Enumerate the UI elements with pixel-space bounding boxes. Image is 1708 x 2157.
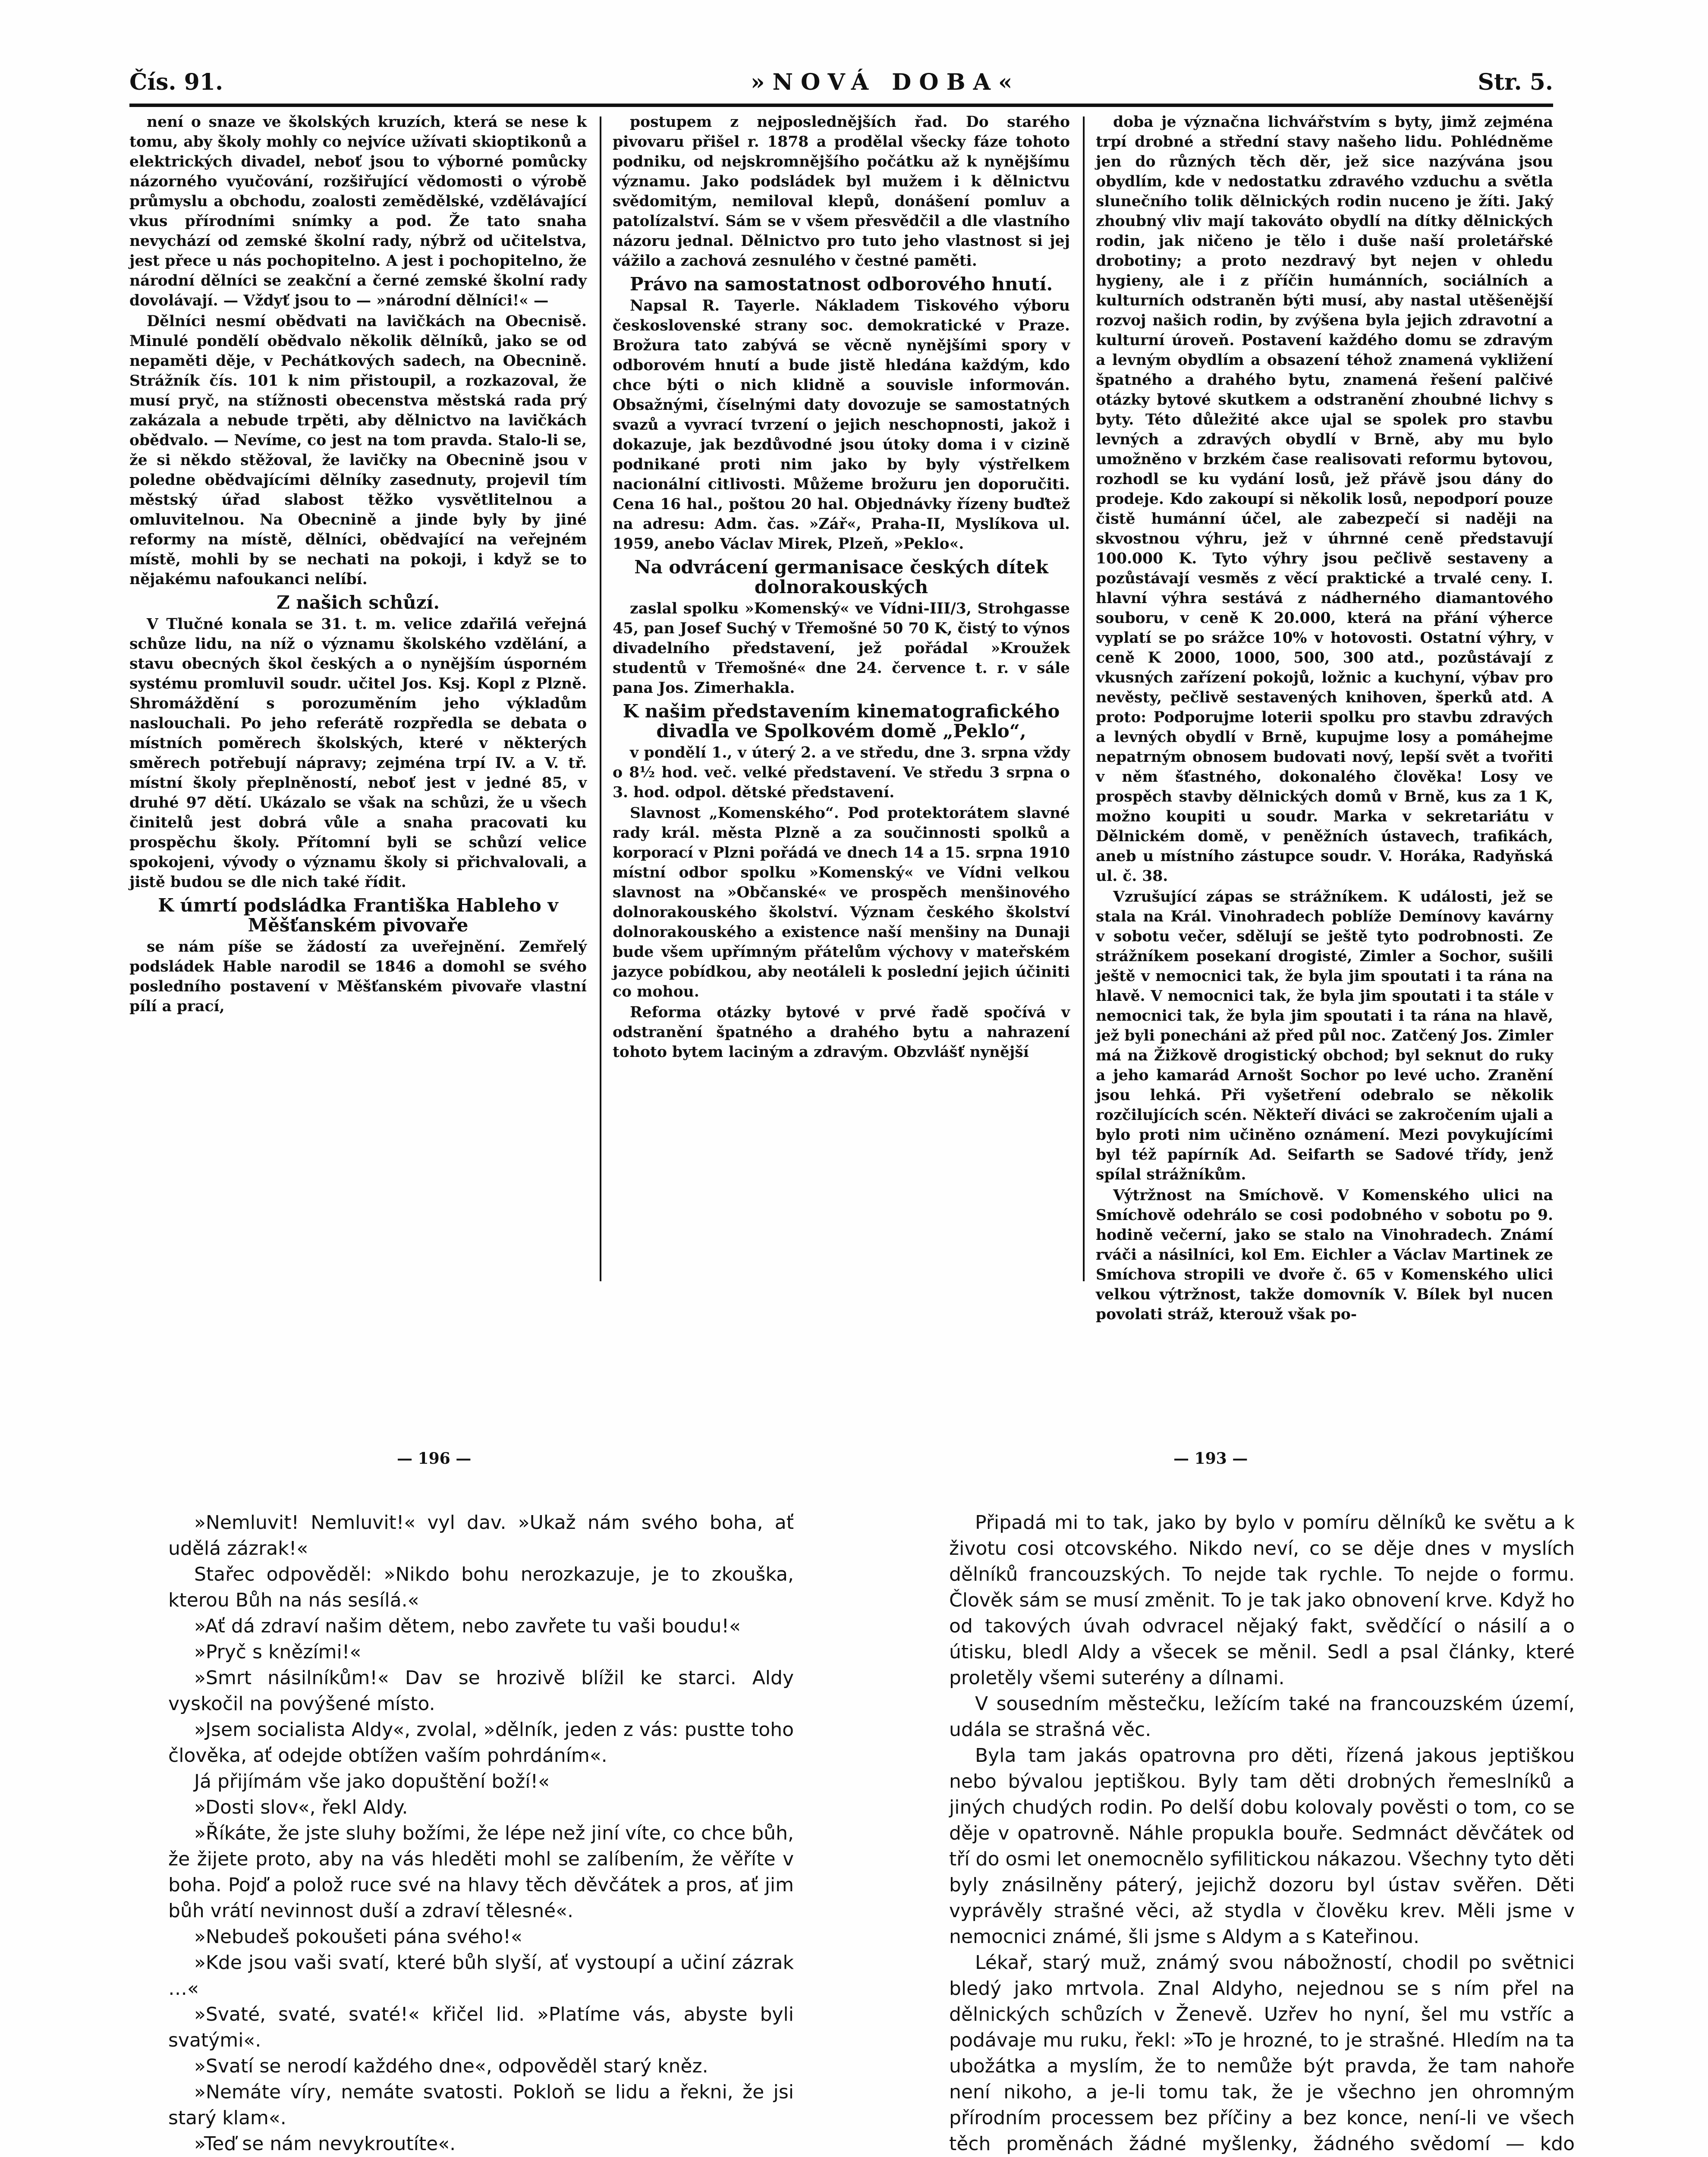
news-column-3 <box>1096 112 1553 1323</box>
story-column-left <box>168 1510 794 2157</box>
article-paragraph: zaslal spolku »Komenský« ve Vídni-III/3, Strohgasse 45, pan Josef Suchý v Třemošné 50 70 K, čistý to výnos divadelního představení, jež pořádal »Kroužek studentů v Třemošné« dne 24. července t. r. v sále pana Jos. Zimerhakla. <box>613 600 1070 697</box>
story-paragraph: »Ať dá zdraví našim dětem, nebo zavřete tu vaši boudu!« <box>194 1615 741 1637</box>
header-rule <box>129 104 1553 107</box>
story-paragraph: »Pryč s knězími!« <box>194 1641 362 1663</box>
story-column-right <box>949 1510 1575 2157</box>
page-number: Str. 5. <box>1478 69 1553 95</box>
news-column-1 <box>129 112 587 1294</box>
column-divider <box>600 116 601 1281</box>
article-paragraph: Dělníci nesmí obědvati na lavičkách na Obecnisě. Minulé pondělí obědvalo několik dělníků, jako se od nepaměti děje, v Pechátkových sadech, na Obecnině. Strážník čís. 101 k nim přistoupil, a rozkazoval, že musí pryč, na stížnosti obecenstva městská rada prý zakázala a nebude trpěti, aby dělnictvo na lavičkách obědvalo. — Nevíme, co jest na tom pravda. Stalo-li se, že si někdo stěžoval, že lavičky na Obecnině jsou v poledne obědvajícími dělníky zasednuty, projevil tím městský úřad slabost těžko vysvětlitelnou a omluvitelnou. Na Obecnině a jinde byly by jiné reformy na místě, dělníci, obědvající na veřejném místě, mohli by se nechati na pokoji, i když se to nějakému nafoukanci nelíbí. <box>129 313 587 588</box>
story-paragraph: Já přijímám vše jako dopuštění boží!« <box>194 1770 550 1792</box>
article-paragraph: V Tlučné konala se 31. t. m. velice zdařilá veřejná schůze lidu, na níž o významu školského vzdělání, a stavu obecných škol českých a o nynějším úsporném systému promluvil soudr. učitel Jos. Ksj. Kopl z Plzně. Shromáždění s porozuměním jeho výkladům naslouchali. Po jeho referátě rozpředla se debata o místních poměrech školských, které v některých směrech potřebují nápravy; zejména trpí IV. a V. tř. místní školy přeplněností, neboť jest v jedné 85, v druhé 97 dětí. Ukázalo se však na schůzi, že u všech činitelů jest dobrá vůle a snaha pracovati ku prospěchu školy. Přítomní byli se schůzí velice spokojeni, vývody o významu školy si přichvalovali, a jistě budou se dle nich také řídit. <box>129 616 587 891</box>
article-paragraph: se nám píše se žádostí za uveřejnění. Zemřelý podsládek Hable narodil se 1846 a domohl se svého posledního postavení v Měšťanském pivovaře vlastní pílí a prací, <box>129 938 587 1015</box>
article-paragraph: Napsal R. Tayerle. Nákladem Tiskového výboru československé strany soc. demokratické v Praze. Brožura tato zabývá se věcně nynějšími spory v odborovém hnutí a bude jistě hledána každým, kdo chce býti o nich klidně a souvisle informován. Obsažnými, číselnými daty dovozuje se samostatných svazů a vyvrací tvrzení o jejich neschopnosti, jakož i dokazuje, jak bezdůvodné jsou útoky doma i v cizině podnikané proti nim jako by byly výstřelkem nacionální citlivosti. Můžeme brožuru jen doporučiti. Cena 16 hal., poštou 20 hal. Objednávky řízeny buďtež na adresu: Adm. čas. »Zář«, Praha-II, Myslíkova ul. 1959, anebo Václav Mirek, Plzeň, »Peklo«. <box>613 297 1070 553</box>
story-paragraph: »Svaté, svaté, svaté!« křičel lid. »Platíme vás, abyste byli svatými«. <box>168 2003 794 2051</box>
article-heading: K úmrtí podsládka Františka Hableho v Měšťanském pivovaře <box>158 895 558 936</box>
story-paragraph: »Dosti slov«, řekl Aldy. <box>194 1796 408 1818</box>
story-paragraph: »Svatí se nerodí každého dne«, odpověděl starý kněz. <box>194 2055 708 2077</box>
article-heading: Právo na samostatnost odborového hnutí. <box>629 274 1053 295</box>
article-paragraph: není o snaze ve školských kruzích, která se nese k tomu, aby školy mohly co nejvíce užívati skioptikonů a elektrických divadel, neboť jsou to výborné pomůcky názorného vyučování, rozšiřující vědomosti o výrobě průmyslu a obchodu, zoalosti zemědělské, vzdělávající vkus přírodními snímky a pod. Že tato snaha nevychází od zemské školní rady, nýbrž od učitelstva, jest přece u nás pochopitelno. A jest i pochopitelno, že národní dělníci se zeakční a černé zemské školní rady dovolávají. — Vždyť jsou to — »národní dělníci!« — <box>129 113 587 309</box>
article-paragraph: Slavnost „Komenského“. Pod protektorátem slavné rady král. města Plzně a za součinnosti spolků a korporací v Plzni pořádá ve dnech 14 a 15. srpna 1910 místní odbor spolku »Komenský« ve Vídni velkou slavnost na »Občanské« ve prospěch menšinového dolnorakouského školství. Význam českého školství dolnorakouského a existence naší menšiny na Dunaji bude všem upřímným přátelům výchovy v mateřském jazyce pobídkou, aby neotáleli k poslední jejich účiniti co mohou. <box>613 805 1070 1000</box>
story-paragraph: V sousedním městečku, ležícím také na francouzském území, udála se strašná věc. <box>949 1693 1575 1741</box>
story-paragraph: »Kde jsou vaši svatí, které bůh slyší, ať vystoupí a učiní zázrak …« <box>168 1952 794 2000</box>
story-paragraph: Stařec odpověděl: »Nikdo bohu nerozkazuje, je to zkouška, kterou Bůh na nás sesílá.« <box>168 1563 794 1611</box>
article-paragraph: v pondělí 1., v úterý 2. a ve středu, dne 3. srpna vždy o 8½ hod. več. velké představení. Ve středu 3 srpna o 3. hod. odpol. dětské představení. <box>613 744 1070 801</box>
article-paragraph: Reforma otázky bytové v prvé řadě spočívá v odstranění špatného a drahého bytu a nahrazení tohoto bytem laciným a zdravým. Obzvlášť nynější <box>613 1004 1070 1061</box>
column-divider <box>1083 116 1085 1281</box>
article-paragraph: postupem z nejposlednějších řad. Do starého pivovaru přišel r. 1878 a prodělal všecky fáze tohoto podniku, od nejskromnějšího počátku až k nynějšímu významu. Jako podsládek byl mužem i k dělnictvu svědomitým, nemiloval klepů, donášení pomluv a patolízalství. Sám se v všem přesvědčil a dle vlastního názoru jednal. Dělnictvo pro tuto jeho vlastnost si jej vážilo a zachová zesnulého v čestné paměti. <box>613 113 1070 270</box>
page-number-right: — 193 — <box>1173 1450 1248 1468</box>
article-heading: Z našich schůzí. <box>276 592 440 613</box>
news-column-2 <box>613 112 1070 1294</box>
article-paragraph: Vzrušující zápas se strážníkem. K události, jež se stala na Král. Vinohradech poblíže Demínovy kavárny v sobotu večer, sdělují se ještě tyto podrobnosti. Ze strážníkem posekaní drogisté, Zimler a Sochor, sušili ještě v nemocnici tak, že byla jim spoutati i ta rána na hlavě. V nemocnici tak, že byla jim spoutati i ta stále v nemocnici tak, že byla jim spoutati i ta rána na hlavě, jež byli ponecháni až před půl noc. Zatčený Jos. Zimler má na Žižkově drogistický obchod; byl seknut do ruky a jeho kamarád Arnošt Sochor po levé ucho. Zranění jsou lehká. Při vyšetření odebralo se několik rozčilujících scén. Někteří diváci se zakročením ujali a bylo proti nim učiněno oznámení. Mezi povykujícími byl též papírník Ad. Seifarth se Sadové třídy, jenž spílal strážníkům. <box>1096 888 1553 1183</box>
newspaper-title: »NOVÁ DOBA« <box>751 69 1020 95</box>
story-paragraph: »Jsem socialista Aldy«, zvolal, »dělník, jeden z vás: pustte toho člověka, ať odejde obtížen vaším pohrdáním«. <box>168 1719 794 1767</box>
story-paragraph: »Smrt násilníkům!« Dav se hrozivě blížil ke starci. Aldy vyskočil na povýšené místo. <box>168 1667 794 1715</box>
article-heading: Na odvrácení germanisace českých dítek dolnorakouských <box>634 557 1048 597</box>
story-paragraph: »Říkáte, že jste sluhy božími, že lépe než jiní víte, co chce bůh, že žijete proto, aby na vás hleděti mohl se zalíbením, že věříte v boha. Pojď a polož ruce své na hlavy těch děvčátek a pros, ať jim bůh vrátí nevinnost duší a zdraví tělesné«. <box>168 1822 794 1922</box>
story-paragraph: Lékař, starý muž, známý svou nábožností, chodil po světnici bledý jako mrtvola. Znal Aldyho, nejednou se s ním přel na dělnických schůzích v Ženevě. Uzřev ho nyní, šel mu vstříc a podávaje mu ruku, řekl: »To je hrozné, to je strašné. Hledím na ta ubožátka a myslím, že to nemůže být pravda, že tam nahoře není nikoho, a je-li tomu tak, že je všechno jen ohromným přírodním processem bez příčiny a bez konce, není-li ve všech těch proměnách žádné myšlenky, žádného svědomí — kdo <box>949 1952 1575 2155</box>
issue-number: Čís. 91. <box>129 69 223 95</box>
article-heading: K našim představením kinematografického divadla ve Spolkovém domě „Peklo“, <box>623 701 1060 742</box>
page-number-left: — 196 — <box>397 1450 472 1468</box>
story-paragraph: Připadá mi to tak, jako by bylo v pomíru dělníků ke světu a k životu cosi otcovského. Nikdo neví, co se děje dnes v myslích dělníků francouzských. To nejde tak rychle. To nejde o formu. Člověk sám se musí změnit. To je tak jako obnovení krve. Když ho od takových úvah odvracel nějaký fakt, svědčící o násilí a o útisku, bledl Aldy a všecek se měnil. Sedl a psal články, které proletěly všemi suterény a dílnami. <box>949 1512 1575 1689</box>
news-columns <box>129 112 1553 1323</box>
page-header <box>129 69 1553 104</box>
article-paragraph: doba je význačna lichvářstvím s byty, jimž zejména trpí drobné a střední stavy našeho lidu. Pohlédněme jen do různých těch děr, jež sice nazývána jsou obydlím, kde v nedostatku zdravého vzduchu a světla slunečního tolik dělnických rodin nuceno je žíti. Jaký zhoubný vliv mají takováto obydlí na dítky dělnických rodin, jak ničeno je tělo i duše naší proletářské drobotiny; a proto nezdravý byt nejen v ohledu hygieny, ale i z příčin humánních, sociálních a kulturních odstraněn býti musí, aby nastal utěšenější rozvoj našich rodin, by zvýšena byla jejich zdravotní a kulturní úroveň. Postavení každého domu se zdravým a levným obydlím a obsazení téhož znamená vykližení špatného a drahého bytu, znamená řešení palčivé otázky bytové skutkem a odstranění zhoubné lichvy s byty. Této důležité akce ujal se spolek pro stavbu levných a zdravých obydlí v Brně, aby mu bylo umožněno v brzkém čase realisovati reformu bytovou, rozhodl se ku vydání losů, jež přávě jsou dány do prodeje. Kdo zakoupí si několik losů, nepodporí pouze čistě humánní účel, ale zabezpečí si naději na skvostnou výhru, jež v úhrnné ceně představují 100.000 K. Tyto výhry jsou pečlivě sestaveny a pozůstávají vesměs z věcí praktické a trvalé ceny. I. hlavní výhra sestává z nádherného diamantového souboru, v ceně K 20.000, která na přání výherce vyplatí se po srážce 10% v hotovosti. Ostatní výhry, v ceně K 2000, 1000, 500, 300 atd., pozůstávají z vkusných zařízení pokojů, ložnic a kuchyní, výbav pro nevěsty, pečlivě sestavených knihoven, šperků atd. A proto: Podporujme loterii spolku pro stavbu zdravých a levných obydlí v Brně, kupujme losy a pomáhejme nepatrným obnosem budovati nový, lepší svět a tvořiti v něm šťastného, dokonalého člověka! Losy ve prospěch stavby dělnických domů v Brně, kus za 1 K, možno koupiti u soudr. Marka v sekretariátu v Dělnickém domě, v peněžních ústavech, trafikách, aneb u místního zástupce soudr. V. Horáka, Radyňská ul. č. 38. <box>1096 113 1553 885</box>
story-paragraph: »Nemáte víry, nemáte svatosti. Pokloň se lidu a řekni, že jsi starý klam«. <box>168 2081 794 2129</box>
story-paragraph: »Nemluvit! Nemluvit!« vyl dav. »Ukaž nám svého boha, ať udělá zázrak!« <box>168 1512 794 1560</box>
story-paragraph: »Nebudeš pokoušeti pána svého!« <box>194 1926 522 1948</box>
story-paragraph: Byla tam jakás opatrovna pro děti, řízená jakous jeptiškou nebo bývalou jeptiškou. Byly tam děti drobných řemeslníků a jiných chudých rodin. Po delší dobu kolovaly pověsti o tom, co se děje v opatrovně. Náhle propukla bouře. Sedmnáct děvčátek od tří do osmi let onemocnělo syfilitickou nákazou. Všechny tyto děti byly znásilněny páterý, jejichž dozoru byl ústav svěřen. Děti vyprávěly strašné věci, až stydla v člověku krev. Měli jsme v nemocnici známé, šli jsme s Aldym a s Kateřinou. <box>949 1745 1575 1948</box>
article-paragraph: Výtržnost na Smíchově. V Komenského ulici na Smíchově odehrálo se cosi podobného v sobotu po 9. hodině večerní, jako se stalo na Vinohradech. Známí rváči a násilníci, kol Em. Eichler a Václav Martinek ze Smíchova stropili ve dvoře č. 65 v Komenského ulici velkou výtržnost, takže domovník V. Bílek byl nucen povolati stráž, kterouž však po- <box>1096 1187 1553 1323</box>
story-paragraph: »Teď se nám nevykroutíte«. <box>194 2133 456 2155</box>
